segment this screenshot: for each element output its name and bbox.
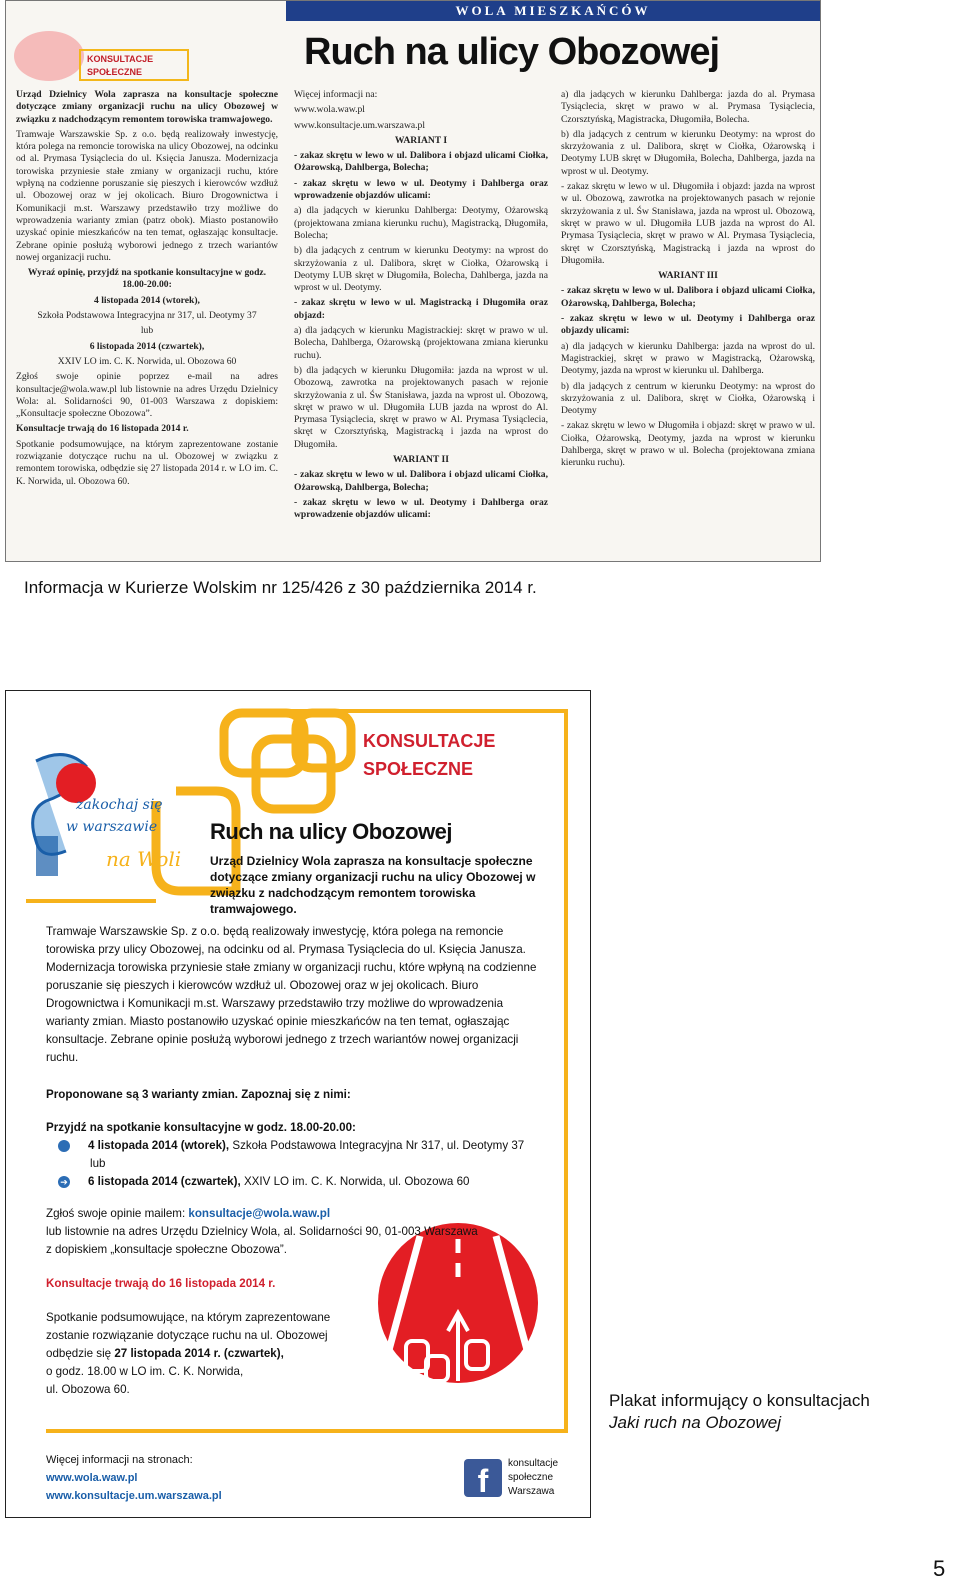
variants-line: Proponowane są 3 warianty zmian. Zapoznaj się z nimi: bbox=[46, 1088, 351, 1101]
svg-text:w warszawie: w warszawie bbox=[66, 819, 158, 835]
clipping-paragraph: - zakaz skrętu w lewo w ul. Dalibora i objazd ulicami Ciołka, Ożarowską, Dahlberga, Bolecha; bbox=[561, 285, 815, 309]
summary-block: Spotkanie podsumowujące, na którym zaprezentowane zostanie rozwiązanie dotyczące ruchu na ul. Obozowej odbędzie się 27 listopada 2014 r. (czwartek), o godz. 18.00 w LO im. C. K. Norwida, ul. Obozowa 60. bbox=[46, 1311, 331, 1396]
arrow-icon: ➔ bbox=[58, 1176, 70, 1188]
meeting-line: Przyjdź na spotkanie konsultacyjne w godz. 18.00-20.00: bbox=[46, 1121, 356, 1134]
svg-text:na Woli: na Woli bbox=[106, 847, 182, 871]
clipping-paragraph: a) dla jadących w kierunku Dahlberga: jazda do al. Prymasa Tysiąclecia, skręt w prawo w al. Prymasa Tysiąclecia, Czorsztyńską, Magistracka, Długomiła, Bolecha. bbox=[561, 89, 815, 125]
clipping-paragraph: WARIANT II bbox=[392, 454, 450, 466]
clipping-paragraph: b) dla jadących z centrum w kierunku Deotymy: na wprost do skrzyżowania z ul. Dalibora, skręt w Ciołka, Ożarowską i Deotymy LUB skręt w Długomiła, Bolecha, Dahlberga, jazda na wprost w ul. Deotymy. bbox=[294, 245, 548, 294]
clipping-paragraph: - zakaz skrętu w lewo w ul. Magistracką i Długomiła oraz objazd: bbox=[294, 297, 548, 321]
clipping-paragraph: lub bbox=[140, 325, 154, 337]
clipping-column-1 bbox=[16, 89, 278, 491]
consultations-logo: KONSULTACJE SPOŁECZNE bbox=[14, 31, 134, 91]
clipping-paragraph: 4 listopada 2014 (wtorek), bbox=[94, 294, 200, 306]
clipping-paragraph: - zakaz skrętu w lewo w ul. Długomiła i objazd: jazda na wprost w ul. Obozową, zawrotka na projektowanych pasach w rejonie skrzyżowania z ul. Św Stanisława, jazda na wprost ul. Obozową, skręt w prawo w ul. Długomiła LUB jazda na wprost do Al. Prymasa Tysiąclecia, skręt w prawo w Al. Prymasa Tysiąclecia, skręt w Czorsztyńską, Magistracką i jazda na wprost do Długomiła. bbox=[561, 181, 815, 266]
clipping-paragraph: Spotkanie podsumowujące, na którym zaprezentowane zostanie rozwiązanie dotyczące ruchu na ul. Obozowej w związku z remontem torowiska, odbędzie się 27 listopada 2014 r. w LO im. C. K. Norwida, ul. Obozowa 60. bbox=[16, 438, 278, 487]
facebook-icon[interactable]: f bbox=[464, 1459, 502, 1497]
clipping-paragraph: - zakaz skrętu w lewo w ul. Deotymy i Dahlberga oraz wprowadzenie objazdów ulicami: bbox=[294, 177, 548, 202]
clipping-paragraph: Szkoła Podstawowa Integracyjna nr 317, ul. Deotymy 37 bbox=[37, 310, 257, 322]
clipping-paragraph: a) dla jadących w kierunku Dahlberga: Deotymy, Ożarowską (projektowana zmiana kierunku ruchu), Magistracką, Długomiła, Bolecha; bbox=[294, 205, 548, 241]
clipping-paragraph: a) dla jadących w kierunku Magistrackiej: skręt w prawo w ul. Bolecha, Dahlberga, Ożarowską (projektowana zmiana kierunku ruchu). bbox=[294, 325, 548, 361]
clipping-paragraph: WARIANT I bbox=[394, 134, 448, 146]
clipping-paragraph: Zgłoś swoje opinie poprzez e-mail na adres konsultacje@wola.waw.pl lub listownie na adres Urzędu Dzielnicy Wola: al. Solidarności 90, 01-003 Warszawa z dopiskiem: „Konsultacje społeczne Obozowa”. bbox=[16, 371, 278, 420]
facebook-label: konsultacje społeczne Warszawa bbox=[508, 1458, 559, 1497]
arrow-icon: ➔ bbox=[58, 1140, 70, 1152]
meeting-list bbox=[44, 1137, 558, 1191]
clipping-caption: Informacja w Kurierze Wolskim nr 125/426 z 30 października 2014 r. bbox=[24, 578, 537, 597]
poster-intro: Urząd Dzielnicy Wola zaprasza na konsultacje społeczne dotyczące zmiany organizacji ruchu na ulicy Obozowej w związku z nadchodzącym remontem torowiska tramwajowego. bbox=[210, 854, 536, 916]
meeting-item: ➔ 4 listopada 2014 (wtorek), Szkoła Podstawowa Integracyjna Nr 317, ul. Deotymy 37 bbox=[44, 1139, 525, 1152]
clipping-paragraph: XXIV LO im. C. K. Norwida, ul. Obozowa 60 bbox=[57, 355, 237, 367]
clipping-paragraph: Urząd Dzielnicy Wola zaprasza na konsultacje społeczne dotyczące zmiany organizacji ruchu na ulicy Obozowej w związku z nadchodzącym remontem torowiska tramwajowego. bbox=[16, 89, 278, 125]
clipping-paragraph: Konsultacje trwają do 16 listopada 2014 r. bbox=[16, 423, 189, 435]
deadline: Konsultacje trwają do 16 listopada 2014 r. bbox=[46, 1277, 276, 1290]
clipping-column-3 bbox=[561, 89, 815, 473]
contact-block: Zgłoś swoje opinie mailem: konsultacje@wola.waw.pl lub listownie na adres Urzędu Dzielnicy Wola, al. Solidarności 90, 01-003 Warszawa z dopiskiem „konsultacje społeczne Obozowa”. bbox=[46, 1207, 478, 1256]
link-konsultacje[interactable]: www.konsultacje.um.warszawa.pl bbox=[46, 1490, 222, 1502]
meeting-or: lub bbox=[90, 1157, 106, 1170]
clipping-paragraph: b) dla jadących z centrum w kierunku Deotymy: na wprost do skrzyżowania z ul. Dalibora, skręt w Ciołka, Ożarowską i Deotymy LUB skręt w Długomiła, Bolecha, Dahlberga, jazda na wprost w ul. Deotymy. bbox=[561, 128, 815, 177]
poster-brand: KONSULTACJE SPOŁECZNE bbox=[363, 731, 496, 779]
clipping-paragraph: - zakaz skrętu w lewo w ul. Dalibora i objazd ulicami Ciołka, Ożarowską, Dahlberga, Bolecha; bbox=[294, 469, 548, 493]
clipping-paragraph: www.wola.waw.pl bbox=[294, 104, 365, 116]
clipping-paragraph: www.konsultacje.um.warszawa.pl bbox=[294, 119, 425, 131]
clipping-paragraph: 6 listopada 2014 (czwartek), bbox=[89, 340, 205, 352]
newspaper-banner: WOLA MIESZKAŃCÓW bbox=[286, 1, 820, 21]
meeting-item: ➔ 6 listopada 2014 (czwartek), XXIV LO im. C. K. Norwida, ul. Obozowa 60 bbox=[58, 1173, 558, 1191]
clipping-paragraph: - zakaz skrętu w lewo w ul. Deotymy i Dahlberga oraz objazdy ulicami: bbox=[561, 313, 815, 337]
poster-body: Tramwaje Warszawskie Sp. z o.o. będą realizowały inwestycję, która polega na remoncie torowiska przy ulicy Obozowej, na odcinku od al. Prymasa Tysiąclecia do ul. Księcia Janusza. Modernizacja torowiska przyniesie stałe zmiany w organizacji ruchu, które wpłyną na codzienne poruszanie się pieszych i kierowców wzdłuż ul. Obozowej oraz w jej okolicach. Biuro Drogownictwa i Komunikacji m.st. Warszawy przedstawiło trzy możliwe do wprowadzenia warianty zmian. Miasto postanowiło uzyskać opinie mieszkańców na ten temat, ogłaszając konsultacje. Zebrane opinie posłużą wyborowi jednego z trzech wariantów nowej organizacji ruchu. bbox=[46, 925, 537, 1064]
clipping-paragraph: Więcej informacji na: bbox=[294, 89, 378, 100]
clipping-paragraph: - zakaz skrętu w lewo w ul. Dalibora i objazd ulicami Ciołka, Ożarowską, Dahlberga, Bolecha; bbox=[294, 150, 548, 174]
clipping-paragraph: - zakaz skrętu w lewo w Długomiła i objazd: skręt w prawo w ul. Ciołka, Ożarowską, Deotymy, jazda na wprost w kierunku Dahlberga, skręt w prawo w ul. Bolecha (projektowana zmiana kierunku ruchu). bbox=[561, 420, 815, 469]
more-info: Więcej informacji na stronach: www.wola.waw.pl www.konsultacje.um.warszawa.pl bbox=[46, 1451, 546, 1505]
newspaper-clipping bbox=[5, 0, 821, 562]
poster-title: Ruch na ulicy Obozowej bbox=[210, 819, 453, 844]
poster-caption: Plakat informujący o konsultacjach Jaki ruch na Obozowej bbox=[609, 1391, 870, 1432]
clipping-paragraph: - zakaz skrętu w lewo w ul. Deotymy i Dahlberga oraz wprowadzenie objazdów ulicami: bbox=[294, 496, 548, 521]
clipping-paragraph: b) dla jadących w kierunku Długomiła: jazda na wprost w ul. Obozową, zawrotka na projektowanych pasach w rejonie skrzyżowania z ul. Św Stanisława, jazda na wprost ul. Obozową, skręt w prawo w ul. Długomiła LUB jazda na wprost do Al. Prymasa Tysiąclecia, skręt w prawo w Al. Prymasa Tysiąclecia, skręt w Czorsztyńską, Magistracką i jazda na wprost do Długomiła. bbox=[294, 364, 548, 450]
clipping-paragraph: a) dla jadących w kierunku Dahlberga: jazda na wprost do ul. Magistrackiej, skręt w prawo w Magistracką, Ożarowską, Deotymy, jazda na wprost w kierunku ul. Dahlberga. bbox=[561, 340, 815, 377]
email-link[interactable]: konsultacje@wola.waw.pl bbox=[188, 1207, 331, 1220]
poster bbox=[5, 690, 591, 1518]
link-wola[interactable]: www.wola.waw.pl bbox=[46, 1472, 138, 1484]
clipping-title: Ruch na ulicy Obozowej bbox=[304, 31, 720, 73]
page-number: 5 bbox=[933, 1556, 946, 1581]
clipping-paragraph: b) dla jadących z centrum w kierunku Deotymy: na wprost do skrzyżowania z ul. Dalibora, skręt w Ciołka, Ożarowską i Deotymy bbox=[561, 380, 815, 417]
clipping-paragraph: Tramwaje Warszawskie Sp. z o.o. będą realizowały inwestycję, która polega na remoncie torowiska na ulicy Obozowej, na odcinku od al. Prymasa Tysiąclecia do ul. Księcia Janusza. Modernizacja torowiska przyniesie stałe zmiany w organizacji ruchu, które wpłyną na codzienne poruszanie się pieszych i kierowców wzdłuż ul. Obozowej oraz w jej okolicach. Biuro Drogownictwa i Komunikacji m.st. Warszawy przedstawiło trzy możliwe do wprowadzenia warianty zmian (patrz obok). Miasto postanowiło uzyskać opinie mieszkańców na ten temat, ogłaszając konsultacje. Zebrane opinie posłużą wyborowi jednego z trzech wariantów nowej organizacji ruchu. bbox=[16, 128, 278, 263]
clipping-paragraph: Wyraź opinię, przyjdź na spotkanie konsultacyjne w godz. 18.00-20.00: bbox=[27, 267, 267, 291]
clipping-column-2 bbox=[294, 89, 548, 525]
svg-text:zakochaj się: zakochaj się bbox=[76, 797, 163, 813]
clipping-paragraph: WARIANT III bbox=[658, 270, 718, 282]
